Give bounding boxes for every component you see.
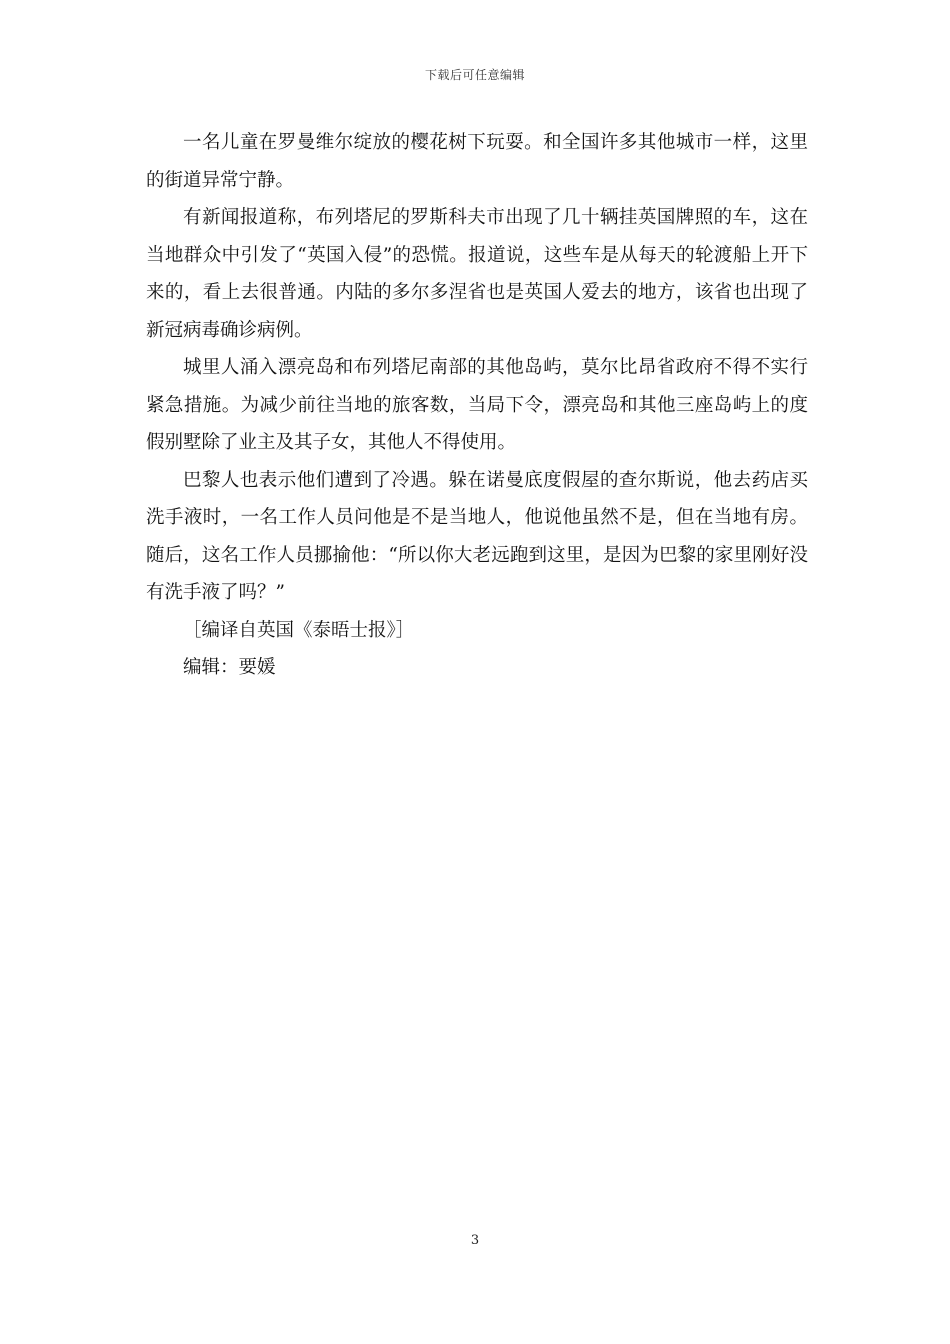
paragraph: 城里人涌入漂亮岛和布列塔尼南部的其他岛屿，莫尔比昂省政府不得不实行紧急措施。为减少前往当地的旅客数，当局下令，漂亮岛和其他三座岛屿上的度假别墅除了业主及其子女，其他人不得使用。 — [146, 357, 808, 453]
paragraph: 一名儿童在罗曼维尔绽放的樱花树下玩耍。和全国许多其他城市一样，这里的街道异常宁静。 — [146, 132, 808, 191]
paragraph: 巴黎人也表示他们遭到了冷遇。躲在诺曼底度假屋的查尔斯说，他去药店买洗手液时，一名工作人员问他是不是当地人，他说他虽然不是，但在当地有房。随后，这名工作人员挪揄他：“所以你大老远跑到这里，是因为巴黎的家里刚好没有洗手液了吗？” — [146, 469, 808, 603]
source-attribution: ［编译自英国《泰晤士报》］ — [183, 619, 415, 641]
editor-credit: 编辑：要媛 — [183, 657, 276, 678]
article-body — [146, 124, 808, 687]
paragraph: 有新闻报道称，布列塔尼的罗斯科夫市出现了几十辆挂英国牌照的车，这在当地群众中引发了“英国入侵”的恐慌。报道说，这些车是从每天的轮渡船上开下来的，看上去很普通。内陆的多尔多涅省也是英国人爱去的地方，该省也出现了新冠病毒确诊病例。 — [146, 207, 808, 341]
page-number: 3 — [470, 1233, 480, 1248]
page-header: 下载后可任意编辑 — [424, 68, 525, 82]
